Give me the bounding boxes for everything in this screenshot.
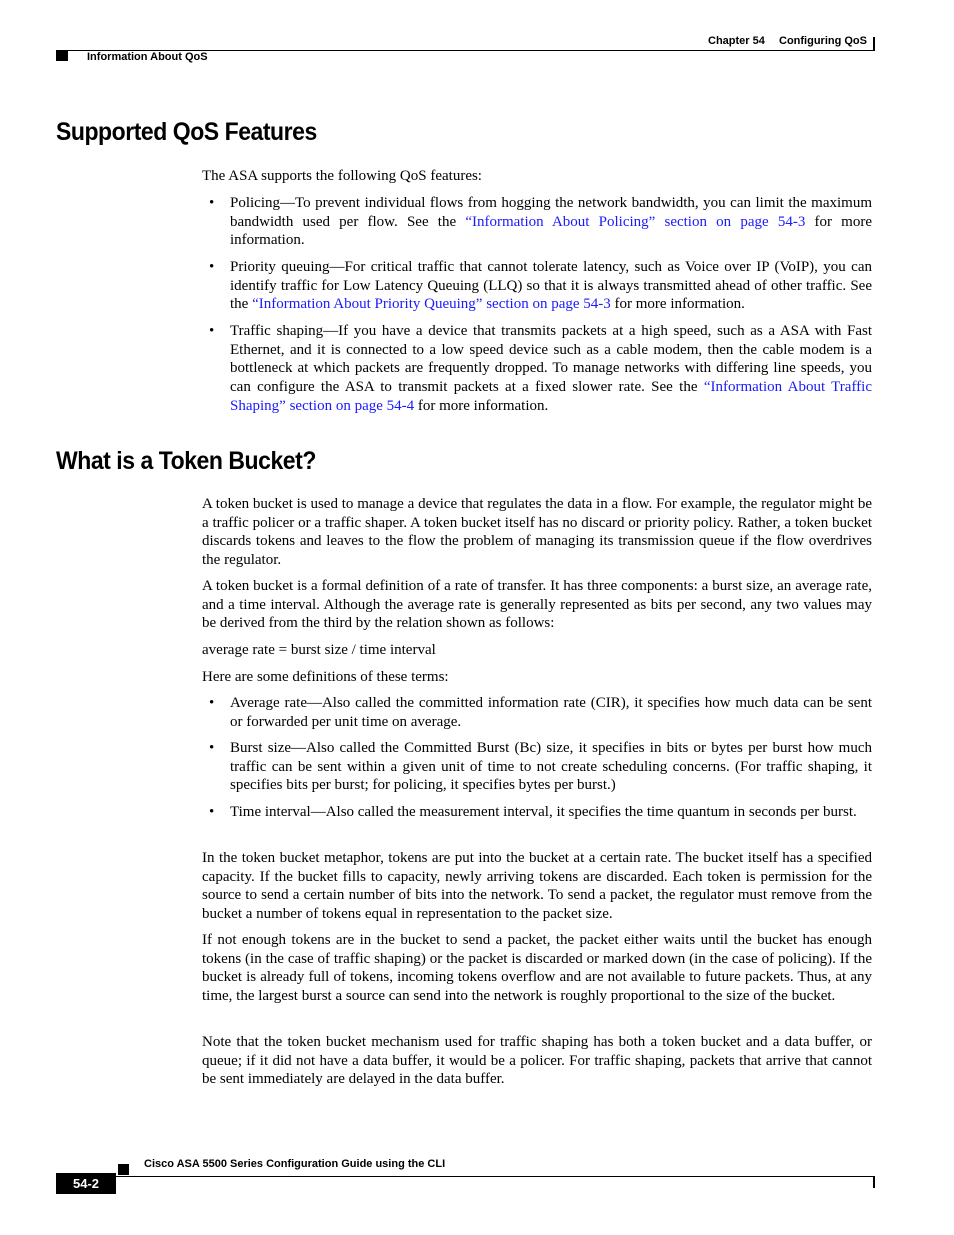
header-section: Information About QoS	[87, 51, 208, 63]
footer-book-title: Cisco ASA 5500 Series Configuration Guide using the CLI	[144, 1158, 446, 1170]
heading-supported-qos: Supported QoS Features	[56, 118, 317, 146]
bullet-icon: •	[209, 259, 215, 275]
link-priority-queuing[interactable]: “Information About Priority Queuing” section on page 54-3	[252, 296, 611, 313]
bullet-icon: •	[209, 323, 215, 339]
bullet-icon: •	[209, 740, 215, 756]
list-item-time-interval	[202, 803, 872, 822]
priority-text: Priority queuing—For critical traffic that cannot tolerate latency, such as Voice over IP (VoIP), you can identify traffic for Low Latency Queuing (LLQ) so that it is always transmitted ahead of other traffic. See the	[230, 259, 872, 313]
token-formula: average rate = burst size / time interval	[202, 642, 436, 658]
footer-marker	[118, 1164, 129, 1175]
list-item-policing	[202, 194, 872, 250]
token-paragraph-5: If not enough tokens are in the bucket to send a packet, the packet either waits until the bucket has enough tokens (in the case of traffic shaping) or the packet is discarded or marked down (in the case of policing). If the bucket is already full of tokens, incoming tokens overflow and are not available to future packets. Thus, at any time, the largest burst a source can send into the network is roughly proportional to the size of the bucket.	[202, 932, 872, 1005]
token-paragraph-1: A token bucket is used to manage a device that regulates the data in a flow. For example, the regulator might be a traffic policer or a traffic shaper. A token bucket itself has no discard or priority policy. Rather, a token bucket discards tokens and leaves to the flow the problem of managing its transmission queue if the flow overdrives the regulator.	[202, 496, 872, 569]
list-item-priority-queuing	[202, 258, 872, 314]
policing-text-end: for more information.	[230, 213, 872, 249]
bullet-icon: •	[209, 195, 215, 211]
footer-rule	[116, 1176, 874, 1177]
token-paragraph-2: A token bucket is a formal definition of a rate of transfer. It has three components: a burst size, an average rate, and a time interval. Although the average rate is generally represented as bits per second, any two values may be derived from the third by the relation shown as follows:	[202, 578, 872, 632]
priority-text-end: for more information.	[610, 296, 745, 313]
shaping-text: Traffic shaping—If you have a device that transmits packets at a high speed, such as a ASA with Fast Ethernet, and it is connected to a low speed device such as a cable modem, then the cable modem is a bottleneck at which packets are frequently dropped. To manage networks with differing line speeds, you can configure the ASA to transmit packets at a fixed slower rate. See the	[230, 323, 872, 396]
list-item-burst-size	[202, 739, 872, 795]
list-item-traffic-shaping	[202, 322, 872, 416]
supported-intro: The ASA supports the following QoS features:	[202, 168, 482, 184]
header-marker	[56, 51, 68, 61]
list-item-average-rate	[202, 694, 872, 731]
shaping-text-end: for more information.	[414, 397, 549, 414]
policing-text: Policing—To prevent individual flows from hogging the network bandwidth, you can limit the maximum bandwidth used per flow. See the	[230, 195, 872, 230]
footer-tick	[873, 1176, 875, 1188]
bullet-icon: •	[209, 695, 215, 711]
token-paragraph-3: Here are some definitions of these terms:	[202, 669, 449, 685]
average-rate-text: Average rate—Also called the committed information rate (CIR), it specifies how much data can be sent or forwarded per unit time on average.	[230, 695, 872, 730]
time-interval-text: Time interval—Also called the measurement interval, it specifies the time quantum in seconds per burst.	[230, 804, 857, 820]
token-paragraph-4: In the token bucket metaphor, tokens are put into the bucket at a certain rate. The bucket itself has a specified capacity. If the bucket fills to capacity, newly arriving tokens are discarded. Each token is permission for the source to send a certain number of bits into the network. To send a packet, the regulator must remove from the bucket a number of tokens equal in representation to the packet size.	[202, 850, 872, 923]
heading-token-bucket: What is a Token Bucket?	[56, 447, 316, 475]
link-traffic-shaping[interactable]: “Information About Traffic Shaping” section on page 54-4	[230, 379, 872, 414]
header-chapter-title: Configuring QoS	[779, 35, 867, 47]
link-policing[interactable]: “Information About Policing” section on page 54-3	[465, 213, 806, 230]
header-chapter: Chapter 54	[708, 35, 765, 47]
token-paragraph-6: Note that the token bucket mechanism used for traffic shaping has both a token bucket and a data buffer, or queue; if it did not have a data buffer, it would be a policer. For traffic shaping, packets that arrive that cannot be sent immediately are delayed in the data buffer.	[202, 1034, 872, 1088]
page-number: 54-2	[56, 1173, 116, 1194]
bullet-icon: •	[209, 804, 215, 820]
header-tick	[873, 37, 875, 51]
burst-size-text: Burst size—Also called the Committed Burst (Bc) size, it specifies in bits or bytes per burst how much traffic can be sent within a given unit of time to not create scheduling concerns. (For traffic shaping, it specifies bits per burst; for policing, it specifies bytes per burst.)	[230, 740, 872, 794]
